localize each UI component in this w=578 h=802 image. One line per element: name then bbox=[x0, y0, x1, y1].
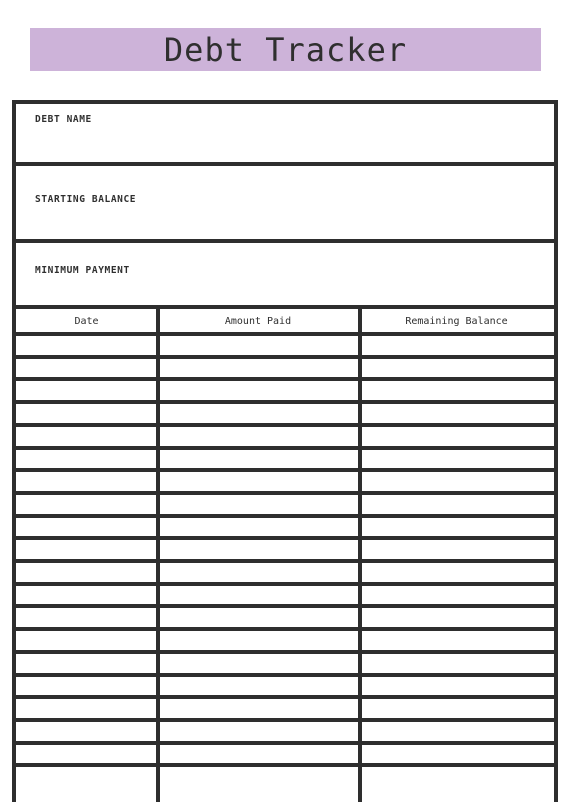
table-row-divider bbox=[16, 695, 554, 699]
table-row-divider bbox=[16, 491, 554, 495]
table-row-divider bbox=[16, 650, 554, 654]
table-row-divider bbox=[16, 514, 554, 518]
table-row-divider bbox=[16, 423, 554, 427]
table-row-divider bbox=[16, 355, 554, 359]
starting-balance-field[interactable] bbox=[16, 166, 554, 243]
table-row-divider bbox=[16, 582, 554, 586]
table-row-divider bbox=[16, 741, 554, 745]
table-row-divider bbox=[16, 377, 554, 381]
column-header-amount-paid: Amount Paid bbox=[224, 316, 292, 327]
table-row-divider bbox=[16, 559, 554, 563]
debt-tracker-form bbox=[12, 100, 558, 802]
table-row-divider bbox=[16, 468, 554, 472]
debt-name-label: DEBT NAME bbox=[35, 114, 92, 125]
table-row-divider bbox=[16, 673, 554, 677]
table-row-divider bbox=[16, 400, 554, 404]
debt-name-field[interactable] bbox=[16, 104, 554, 166]
payment-log-table bbox=[16, 309, 554, 802]
page-title: Debt Tracker bbox=[163, 30, 408, 69]
table-row-divider bbox=[16, 718, 554, 722]
table-row-divider bbox=[16, 604, 554, 608]
title-banner bbox=[30, 28, 541, 71]
table-row-divider bbox=[16, 763, 554, 767]
table-row-divider bbox=[16, 446, 554, 450]
starting-balance-label: STARTING BALANCE bbox=[35, 194, 137, 205]
column-header-remaining-balance: Remaining Balance bbox=[405, 316, 508, 327]
column-header-date: Date bbox=[74, 316, 99, 327]
minimum-payment-field[interactable] bbox=[16, 243, 554, 309]
table-row-divider bbox=[16, 627, 554, 631]
table-header-row bbox=[16, 309, 554, 336]
table-row-divider bbox=[16, 536, 554, 540]
minimum-payment-label: MINIMUM PAYMENT bbox=[35, 265, 130, 276]
